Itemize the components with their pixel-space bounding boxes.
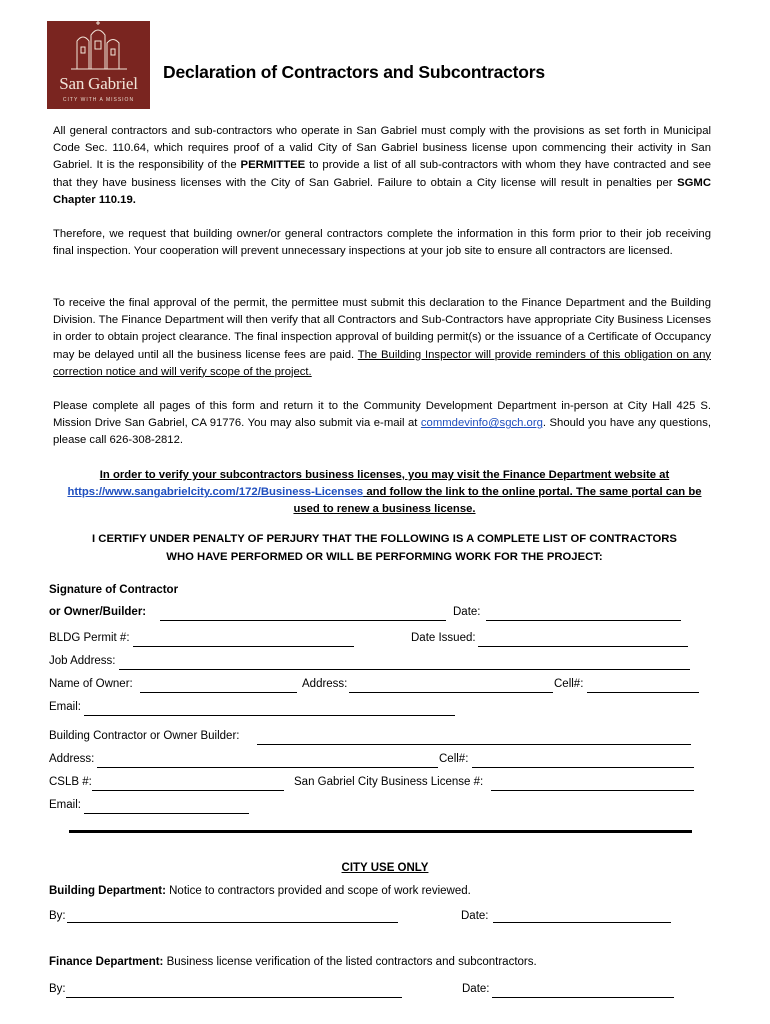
date-issued-field[interactable] xyxy=(478,646,688,647)
contractor-email-label: Email: xyxy=(49,799,81,811)
job-address-field[interactable] xyxy=(119,669,690,670)
signature-label: Signature of Contractor xyxy=(49,584,179,596)
sg-license-field[interactable] xyxy=(491,790,694,791)
building-dept-line xyxy=(49,885,471,897)
finance-date-field[interactable] xyxy=(492,997,674,998)
notice-text-cont: and follow the link to the online portal. The same portal can be used to renew a business license. xyxy=(293,486,702,516)
intro-text: All general contractors and sub-contractors who operate in San Gabriel must comply with the provisions as set forth in Municipal Code Sec. 110.64, which requires proof of a valid City of San Gabriel business license upon commencing their activity in San Gabriel. It is the responsibility of the xyxy=(53,125,711,172)
submission-text: Please complete all pages of this form and return it to the Community Development Department in-person at City Hall 425 S. Mission Drive San Gabriel, CA 91776. You may also submit via e-mail at xyxy=(53,400,711,430)
owner-email-field[interactable] xyxy=(84,715,455,716)
owner-address-field[interactable] xyxy=(349,692,553,693)
city-use-heading: CITY USE ONLY xyxy=(341,862,429,874)
building-date-label: Date: xyxy=(461,910,489,922)
finance-dept-text: Business license verification of the listed contractors and subcontractors. xyxy=(163,956,537,968)
date-label: Date: xyxy=(453,606,481,618)
approval-paragraph xyxy=(53,295,711,381)
sg-license-label: San Gabriel City Business License #: xyxy=(294,776,484,788)
contractor-cell-field[interactable] xyxy=(472,767,694,768)
certify-line-2: WHO HAVE PERFORMED OR WILL BE PERFORMING WORK FOR THE PROJECT: xyxy=(166,550,603,563)
signature-field[interactable] xyxy=(160,620,446,621)
building-contractor-field[interactable] xyxy=(257,744,691,745)
bldg-permit-label: BLDG Permit #: xyxy=(49,632,130,644)
building-contractor-label: Building Contractor or Owner Builder: xyxy=(49,730,240,742)
finance-by-field[interactable] xyxy=(66,997,402,998)
finance-dept-label: Finance Department: xyxy=(49,956,164,968)
submission-text-cont: . Should you have any questions, please call 626-308-2812. xyxy=(53,417,711,447)
finance-date-label: Date: xyxy=(462,983,490,995)
bldg-permit-field[interactable] xyxy=(133,646,354,647)
intro-text-cont: to provide a list of all sub-contractors with whom they have contracted and see that they have business licenses with the City of San Gabriel. Failure to obtain a City license will result in penalties per xyxy=(53,159,712,189)
owner-cell-field[interactable] xyxy=(587,692,699,693)
notice-text: In order to verify your subcontractors business licenses, you may visit the Finance Department website at xyxy=(99,469,670,481)
finance-by-label: By: xyxy=(49,983,66,995)
owner-email-label: Email: xyxy=(49,701,81,713)
logo-tagline: CITY WITH A MISSION xyxy=(62,97,135,103)
code-reference: SGMC Chapter 110.19. xyxy=(53,176,711,206)
certify-line-1: I CERTIFY UNDER PENALTY OF PERJURY THAT THE FOLLOWING IS A COMPLETE LIST OF CONTRACTORS xyxy=(92,533,677,545)
contractor-address-field[interactable] xyxy=(97,767,438,768)
building-by-label: By: xyxy=(49,910,66,922)
permittee-text: PERMITTEE xyxy=(240,159,306,172)
building-by-field[interactable] xyxy=(67,922,398,923)
owner-cell-label: Cell#: xyxy=(554,678,584,690)
mission-building-icon xyxy=(47,21,150,109)
request-paragraph: Therefore, we request that building owner/or general contractors complete the information in this form prior to their job receiving final inspection. Your cooperation will prevent unnecessary inspections at your job site to ensure all contractors are licensed. xyxy=(53,228,711,258)
cslb-label: CSLB #: xyxy=(49,776,92,788)
building-dept-text: Notice to contractors provided and scope of work reviewed. xyxy=(165,885,471,897)
owner-name-field[interactable] xyxy=(140,692,297,693)
certification-statement xyxy=(53,531,716,566)
approval-text: To receive the final approval of the permit, the permittee must submit this declaration to the Finance Department and the Building Division. The Finance Department will then verify that all Contractors and Sub-Contractors have appropriate City Business Licenses in order to obtain project clearance. The final inspection approval of building permit(s) or the issuance of a Certificate of Occupancy may be delayed until all the business license fees are paid. xyxy=(53,297,711,361)
email-link[interactable]: commdevinfo@sgch.org xyxy=(420,417,543,430)
license-notice xyxy=(53,467,716,519)
section-divider xyxy=(69,830,692,833)
owner-name-label: Name of Owner: xyxy=(49,678,133,690)
building-date-field[interactable] xyxy=(493,922,671,923)
intro-paragraph xyxy=(53,123,711,209)
date-field[interactable] xyxy=(486,620,681,621)
date-issued-label: Date Issued: xyxy=(411,632,476,644)
san-gabriel-logo xyxy=(47,21,150,109)
contractor-email-field[interactable] xyxy=(84,813,249,814)
page-title: Declaration of Contractors and Subcontractors xyxy=(163,62,545,82)
finance-dept-line xyxy=(49,956,537,968)
submission-paragraph xyxy=(53,398,711,450)
cslb-field[interactable] xyxy=(92,790,284,791)
contractor-address-label: Address: xyxy=(49,753,95,765)
logo-name: San Gabriel xyxy=(59,74,138,93)
job-address-label: Job Address: xyxy=(49,655,116,667)
contractor-cell-label: Cell#: xyxy=(439,753,469,765)
owner-address-label: Address: xyxy=(302,678,348,690)
inspector-reminder: The Building Inspector will provide reminders of this obligation on any correction notice and will verify scope of the project. xyxy=(53,348,711,378)
business-license-link[interactable]: https://www.sangabrielcity.com/172/Business-Licenses xyxy=(67,486,364,499)
building-dept-label: Building Department: xyxy=(49,885,166,897)
owner-builder-label: or Owner/Builder: xyxy=(49,606,147,618)
